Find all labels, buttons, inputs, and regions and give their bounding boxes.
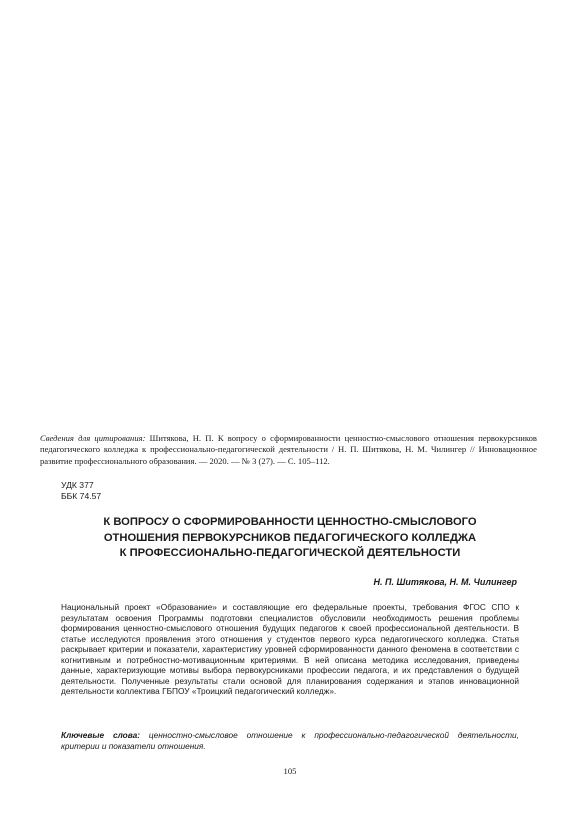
keywords-text: ценностно-смысловое отношение к профессионально-педагогической деятельности, критерии и показатели отношения. (61, 730, 519, 751)
citation-label: Сведения для цитирования: (40, 433, 146, 443)
udk-code: УДК 377 (61, 480, 94, 490)
article-authors: Н. П. Шитякова, Н. М. Чилингер (373, 577, 517, 587)
title-line: ОТНОШЕНИЯ ПЕРВОКУРСНИКОВ ПЕДАГОГИЧЕСКОГО КОЛЛЕДЖА (103, 531, 477, 544)
classifier-codes (61, 480, 101, 501)
bbk-code: ББК 74.57 (61, 490, 102, 501)
keywords-label: Ключевые слова: (61, 730, 140, 740)
page-number: 105 (283, 766, 297, 776)
citation-block (40, 433, 537, 467)
keywords-block (61, 730, 519, 751)
title-line: К ПРОФЕССИОНАЛЬНО-ПЕДАГОГИЧЕСКОЙ ДЕЯТЕЛЬНОСТИ (119, 547, 461, 560)
citation-text: Шитякова, Н. П. К вопросу о сформированности ценностно-смыслового отношения первокурсников педагогического колледжа к профессионально-педагогической деятельности / Н. П. Шитякова, Н. М. Чилингер // Инновационное развитие профессионального образования. — 2020. — № 3 (27). — С. 105–112. (40, 433, 537, 466)
article-title (40, 515, 540, 562)
abstract-paragraph: Национальный проект «Образование» и составляющие его федеральные проекты, требования ФГОС СПО к результатам освоения Программы подготовки специалистов обусловили необходимость решения проблемы формирования ценностно-смыслового отношения будущих педагогов к своей профессиональной деятельности. В статье исследуются проявления этого отношения у студентов первого курса педагогического колледжа. Статья раскрывает критерии и показатели, характеристику уровней сформированности данного феномена в соответствии с когнитивным и потребностно-мотивационным критериями. В ней описана методика исследования, приведены данные, характеризующие мотивы выбора первокурсниками профессии педагога, и их представления о будущей деятельности. Полученные результаты стали основой для планирования содержания и этапов инновационной деятельности коллектива ГБПОУ «Троицкий педагогический колледж». (61, 602, 519, 697)
title-line: К ВОПРОСУ О СФОРМИРОВАННОСТИ ЦЕННОСТНО-СМЫСЛОВОГО (103, 516, 477, 528)
